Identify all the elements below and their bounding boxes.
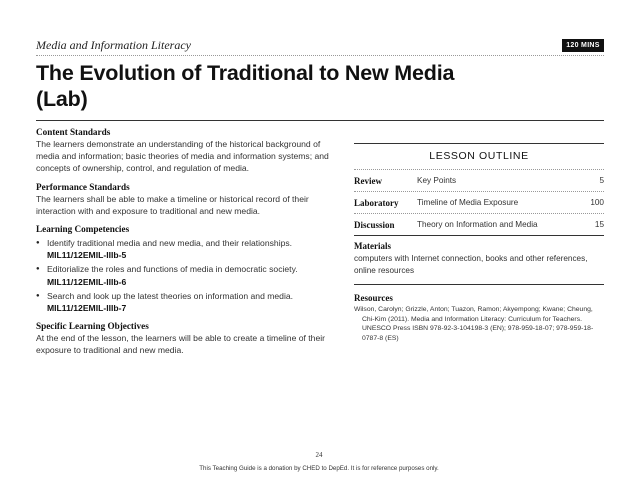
outline-row-type: Laboratory [354,197,399,208]
resources-text: Wilson, Carolyn; Grizzle, Anton; Tuazon, Ramon; Akyempong; Kwane; Cheung, Chi-Kim (2011). Media and Information Literacy: Curriculum for Teachers. UNESCO Press ISBN 978-92-3-104198-3 (EN); 978-959-18-07; 978-959-18-0787-8 (ES) [354,306,594,342]
learning-competencies-heading: Learning Competencies [36,224,130,235]
competency-text: ● Identify traditional media and new media, and their relationships. [47,238,293,249]
competency-item [36,237,346,261]
performance-standards-text: The learners shall be able to make a timeline or historical record of their interaction with and exposure to traditional and new media. [36,193,309,216]
content-standards-section [36,126,346,175]
resources-box [354,285,604,351]
left-column [36,126,346,363]
content-standards-heading: Content Standards [36,127,111,137]
learning-competencies-section [36,223,346,314]
page-title: The Evolution of Traditional to New Media (Lab) [36,61,455,111]
competency-text: ● Search and look up the latest theories on information and media. [47,290,294,301]
outline-row-topic: Timeline of Media Exposure [417,198,519,207]
competency-code: MIL11/12EMIL-IIIb-7 [47,303,127,314]
outline-row [354,192,604,214]
materials-heading: Materials [354,241,391,251]
lesson-outline-title: LESSON OUTLINE [354,144,604,170]
page-number: 24 [315,451,323,459]
outline-row [354,170,604,192]
outline-row-minutes: 15 [594,220,604,229]
outline-row-topic: Theory on Information and Media [417,220,538,229]
outline-row-minutes: 100 [590,198,604,207]
footer-note: This Teaching Guide is a donation by CHED to DepEd. It is for reference purposes only. [199,465,439,472]
objectives-section [36,320,346,356]
outline-row-topic: Key Points [417,176,457,185]
outline-row-type: Discussion [354,219,395,230]
competency-text: ● Editorialize the roles and functions of media in democratic society. [47,264,298,275]
content-standards-text: The learners demonstrate an understanding of the historical background of media and information; basic theories of media and information systems; and concepts of ownership, control, and regulation of media. [36,139,329,174]
outline-row [354,214,604,236]
objectives-text: At the end of the lesson, the learners will be able to create a timeline of their exposure to traditional and new media. [36,333,326,356]
resources-heading: Resources [354,293,393,303]
materials-text: computers with Internet connection, books and other references, online resources [354,254,588,275]
performance-standards-heading: Performance Standards [36,181,130,192]
outline-row-type: Review [354,175,382,186]
materials-box [354,236,604,285]
lesson-outline-panel [354,143,604,351]
header-divider [36,55,604,56]
competency-code: MIL11/12EMIL-IIIb-6 [47,276,127,287]
outline-row-minutes: 5 [599,176,604,185]
competency-item [36,263,346,287]
competency-code: MIL11/12EMIL-IIIb-5 [47,250,127,261]
objectives-heading: Specific Learning Objectives [36,321,149,332]
title-divider [36,120,604,121]
competency-item [36,290,346,314]
subject-label: Media and Information Literacy [36,38,191,52]
performance-standards-section [36,181,346,217]
duration-badge: 120 MINS [562,39,604,52]
